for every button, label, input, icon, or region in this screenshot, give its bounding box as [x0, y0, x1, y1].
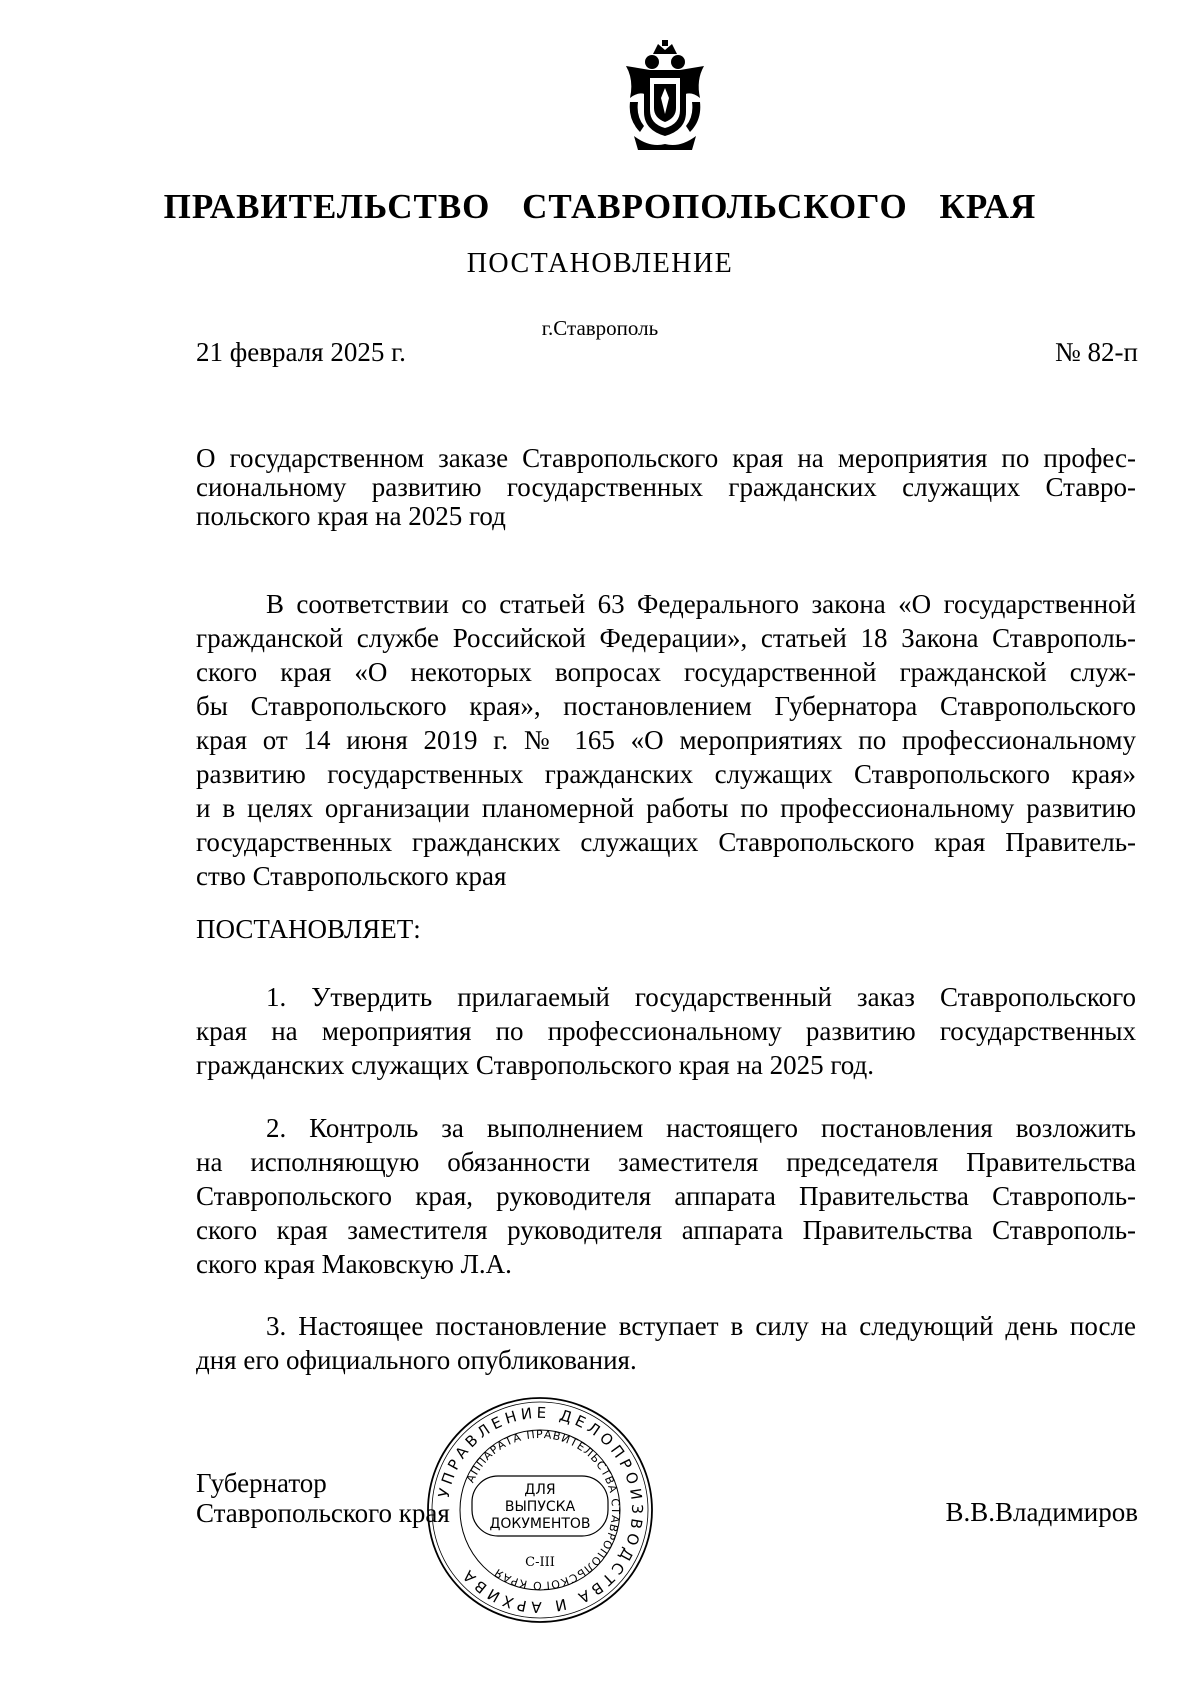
decree-word: ПОСТАНОВЛЯЕТ:	[196, 914, 421, 944]
signatory-position	[196, 1468, 450, 1528]
text-line: 3. Настоящее постановление вступает в силу на следующий день после	[266, 1311, 1136, 1341]
text-line: дня его официального опубликования.	[196, 1345, 637, 1375]
document-date: 21 февраля 2025 г.	[196, 337, 406, 367]
decree-item-1	[196, 980, 1136, 1082]
text-line: и в целях организации планомерной работы по профессиональному развитию	[196, 793, 1136, 823]
text-line: ство Ставропольского края	[196, 861, 507, 891]
text-line: края от 14 июня 2019 г. № 165 «О мероприятиях по профессиональному	[196, 725, 1136, 755]
text-line: ского края Маковскую Л.А.	[196, 1249, 512, 1279]
document-number: № 82-п	[1055, 337, 1138, 367]
text-line: на исполняющую обязанности заместителя председателя Правительства	[196, 1147, 1136, 1177]
text-line: ского края «О некоторых вопросах государственной гражданской служ-	[196, 657, 1136, 687]
text-line: ского края заместителя руководителя аппарата Правительства Ставрополь-	[196, 1215, 1136, 1245]
position-line: Ставропольского края	[196, 1498, 450, 1528]
text-line: бы Ставропольского края», постановлением Губернатора Ставропольского	[196, 691, 1136, 721]
text-line: 1. Утвердить прилагаемый государственный заказ Ставропольского	[266, 982, 1136, 1012]
government-title: ПРАВИТЕЛЬСТВО СТАВРОПОЛЬСКОГО КРАЯ	[163, 187, 1037, 226]
document-type: ПОСТАНОВЛЕНИЕ	[466, 248, 734, 279]
stamp-inner-text: АППАРАТА ПРАВИТЕЛЬСТВА СТАВРОПОЛЬСКОГО КРАЯ	[463, 1427, 623, 1593]
signatory-name: В.В.Владимиров	[945, 1497, 1138, 1527]
text-line: 2. Контроль за выполнением настоящего постановления возложить	[266, 1113, 1136, 1143]
subject-line: польского края на 2025 год	[196, 501, 506, 531]
position-line: Губернатор	[196, 1468, 327, 1498]
decree-item-2	[196, 1111, 1136, 1281]
city-name: г.Ставрополь	[541, 316, 659, 340]
subject-line: О государственном заказе Ставропольского края на мероприятия по профес-	[196, 443, 1136, 473]
stamp-center-line: ДОКУМЕНТОВ	[489, 1516, 591, 1532]
text-line: Ставропольского края, руководителя аппарата Правительства Ставрополь-	[196, 1181, 1136, 1211]
stamp-center-line: ДЛЯ	[524, 1482, 556, 1498]
text-line: гражданских служащих Ставропольского края на 2025 год.	[196, 1050, 875, 1080]
stamp-center-line: ВЫПУСКА	[504, 1499, 576, 1515]
coat-of-arms-icon	[620, 40, 710, 152]
subject-line: сиональному развитию государственных гражданских служащих Ставро-	[196, 472, 1136, 502]
text-line: государственных гражданских служащих Ставропольского края Правитель-	[196, 827, 1136, 857]
text-line: гражданской службе Российской Федерации», статьей 18 Закона Ставрополь-	[196, 623, 1136, 653]
stamp-outer-text: УПРАВЛЕНИЕ ДЕЛОПРОИЗВОДСТВА И АРХИВА	[434, 1403, 647, 1617]
text-line: В соответствии со статьей 63 Федерального закона «О государственной	[266, 589, 1136, 619]
text-line: края на мероприятия по профессиональному развитию государственных	[196, 1016, 1136, 1046]
stamp-code: С-III	[525, 1555, 555, 1570]
decree-item-3	[196, 1309, 1136, 1377]
document-subject	[196, 444, 1136, 531]
text-line: развитию государственных гражданских служащих Ставропольского края»	[196, 759, 1136, 789]
preamble-paragraph	[196, 587, 1136, 893]
round-stamp-icon	[420, 1390, 660, 1630]
